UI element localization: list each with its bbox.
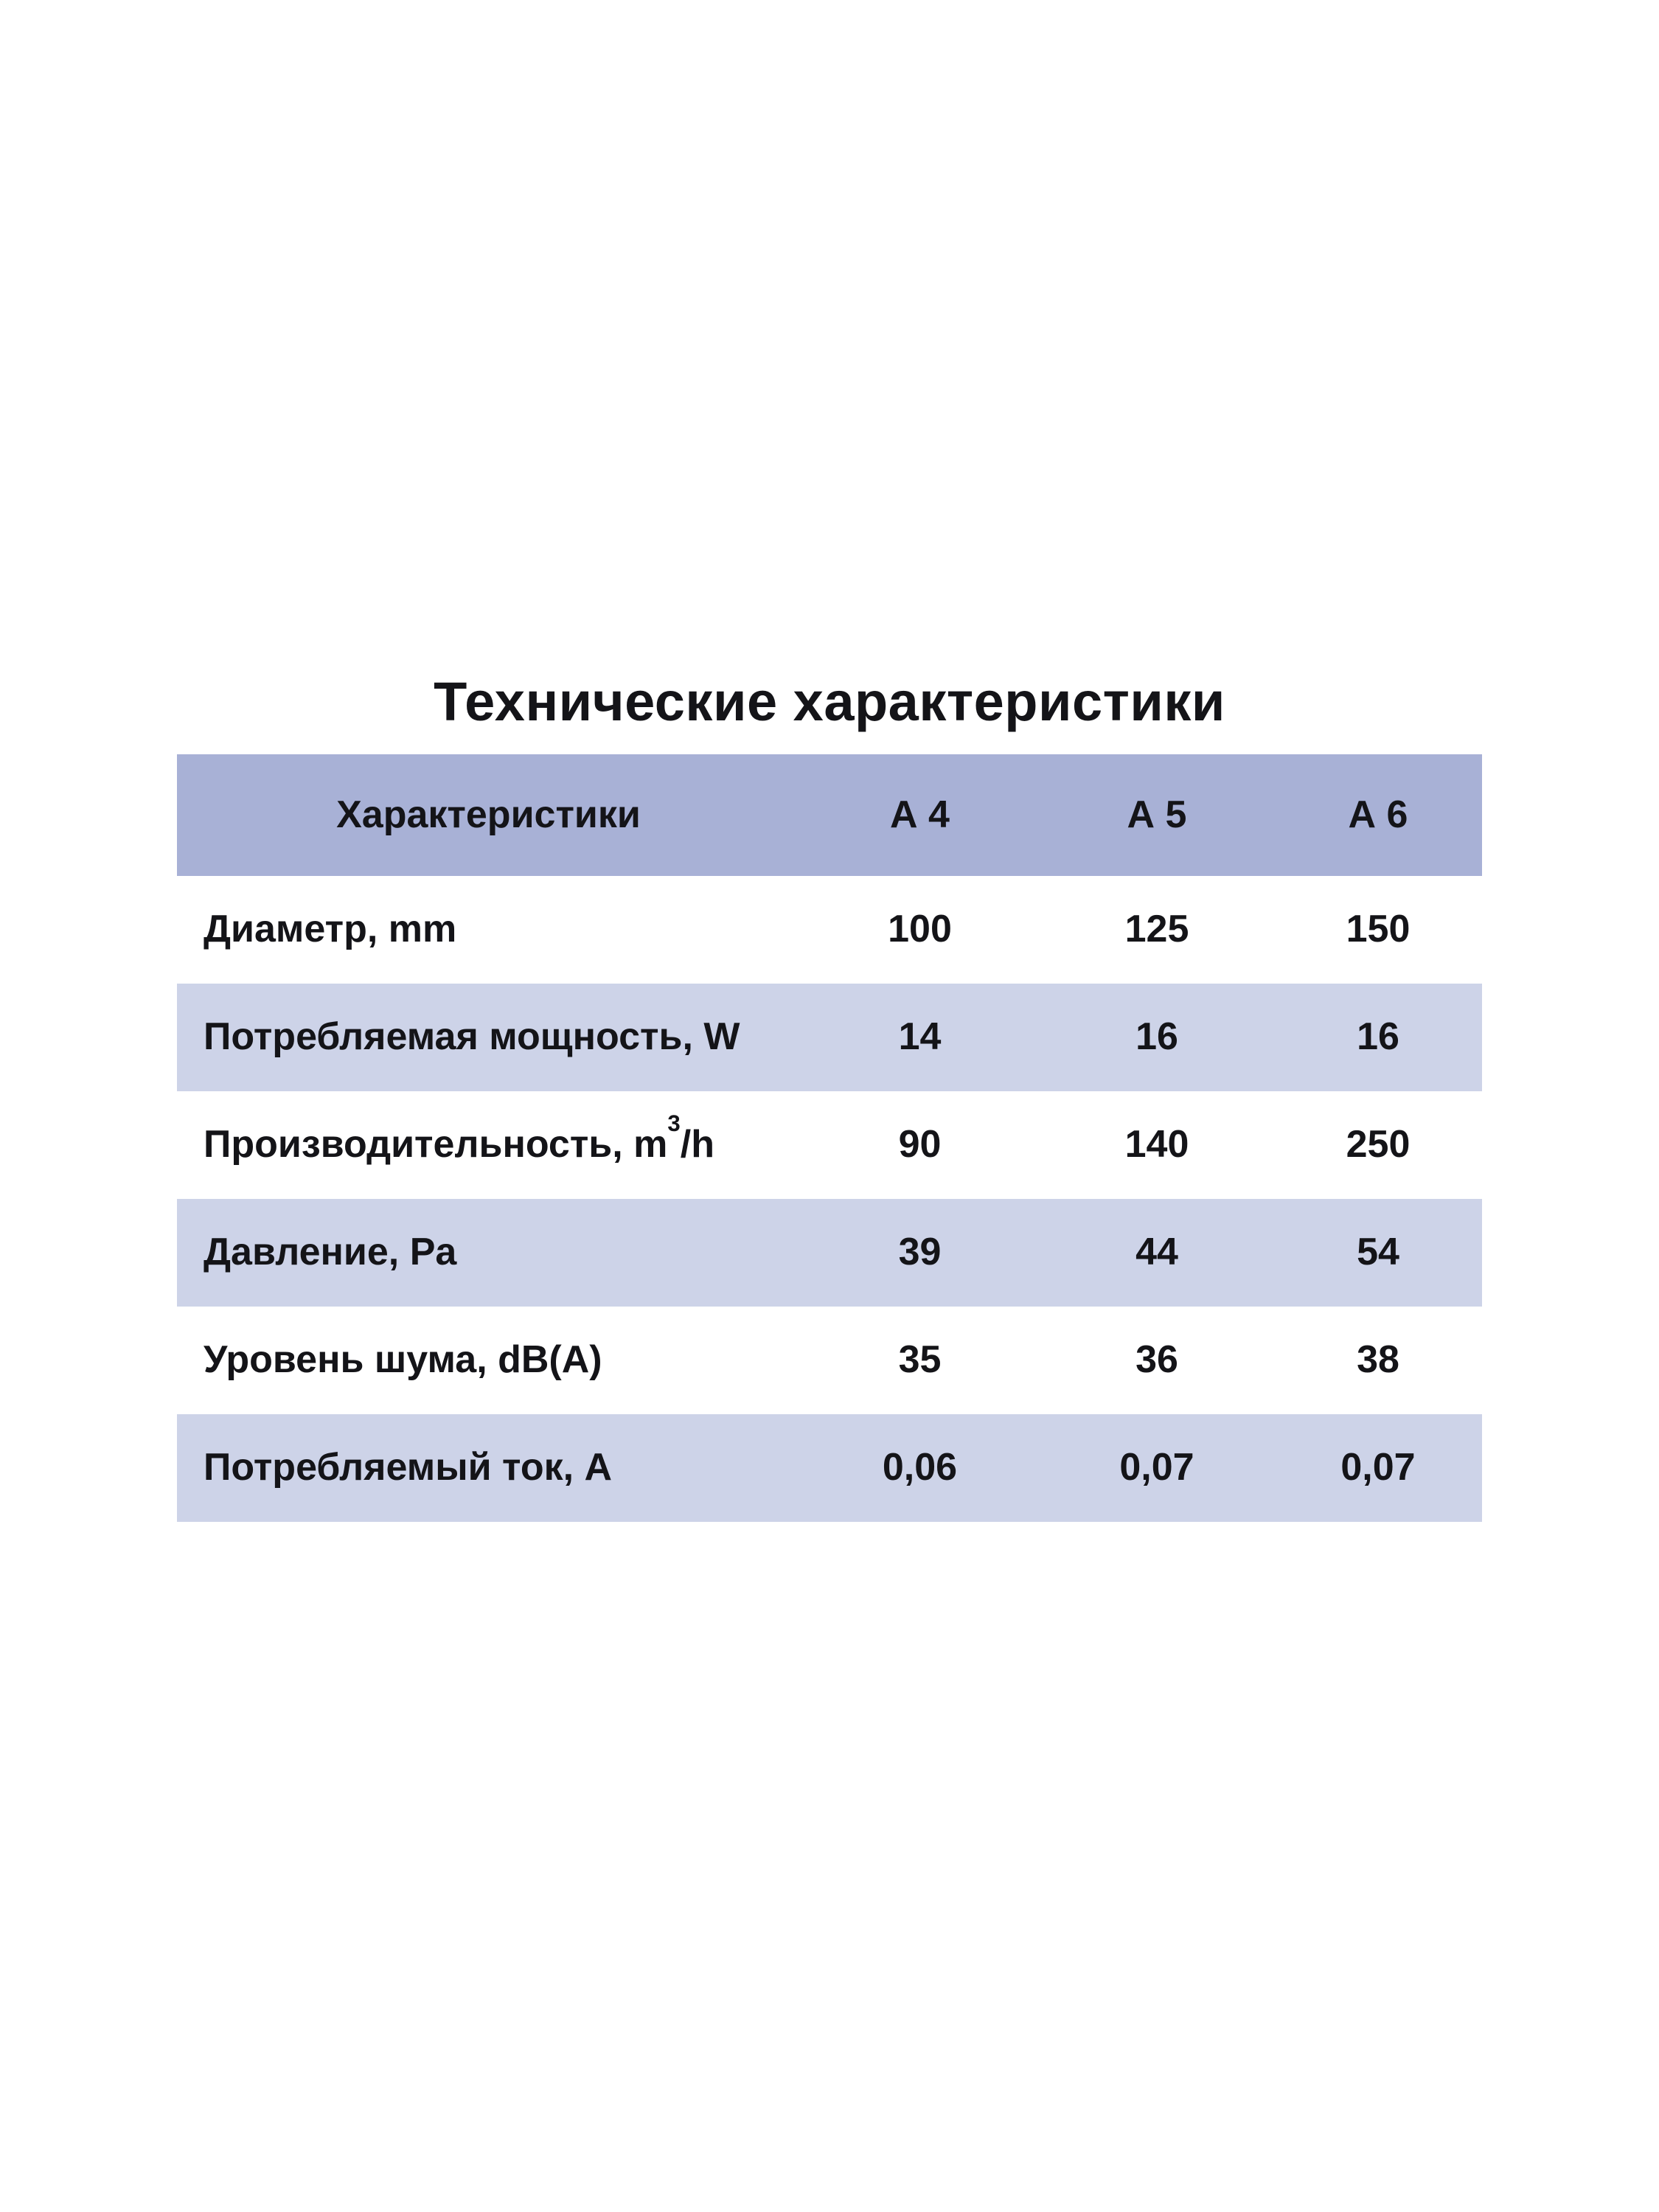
cell-value: 125 bbox=[1124, 908, 1189, 951]
cell-value: 140 bbox=[1124, 1123, 1189, 1166]
cell-value: 44 bbox=[1135, 1231, 1178, 1274]
cell-value: 90 bbox=[898, 1123, 942, 1166]
header-column-a6: А 6 bbox=[1348, 793, 1408, 836]
cell-value: 250 bbox=[1346, 1123, 1411, 1166]
header-column-a5: А 5 bbox=[1127, 793, 1187, 836]
table-row-noise bbox=[177, 1307, 1482, 1414]
row-label: Уровень шума, dB(A) bbox=[204, 1338, 602, 1382]
table-row-pressure bbox=[177, 1199, 1482, 1307]
table-row-current bbox=[177, 1414, 1482, 1522]
row-label: Потребляемая мощность, W bbox=[204, 1015, 740, 1059]
cell-value: 16 bbox=[1357, 1015, 1399, 1059]
label-text: Производительность, m bbox=[204, 1123, 668, 1166]
cell-value: 39 bbox=[898, 1231, 942, 1274]
cell-value: 35 bbox=[898, 1338, 942, 1382]
cell-value: 38 bbox=[1357, 1338, 1399, 1382]
cell-value: 0,07 bbox=[1119, 1446, 1194, 1489]
cell-value: 0,06 bbox=[882, 1446, 958, 1489]
spec-table bbox=[177, 754, 1482, 1522]
row-label: Потребляемый ток, А bbox=[204, 1446, 613, 1489]
cell-value: 100 bbox=[888, 908, 952, 951]
page-title: Технические характеристики bbox=[434, 671, 1225, 732]
table-row-capacity bbox=[177, 1091, 1482, 1199]
header-characteristics-label: Характеристики bbox=[336, 793, 641, 836]
label-unit: /h bbox=[680, 1123, 714, 1166]
cell-value: 14 bbox=[898, 1015, 942, 1059]
header-column-a4: А 4 bbox=[890, 793, 950, 836]
row-label bbox=[177, 1110, 800, 1166]
superscript-3: 3 bbox=[667, 1110, 681, 1136]
cell-value: 54 bbox=[1357, 1231, 1399, 1274]
cell-value: 16 bbox=[1135, 1015, 1178, 1059]
row-label: Диаметр, mm bbox=[204, 908, 457, 951]
table-row-diameter bbox=[177, 876, 1482, 984]
row-label: Давление, Pa bbox=[204, 1231, 457, 1274]
cell-value: 36 bbox=[1135, 1338, 1178, 1382]
cell-value: 150 bbox=[1346, 908, 1411, 951]
table-row-power bbox=[177, 984, 1482, 1091]
cell-value: 0,07 bbox=[1340, 1446, 1416, 1489]
table-header-row bbox=[177, 754, 1482, 876]
